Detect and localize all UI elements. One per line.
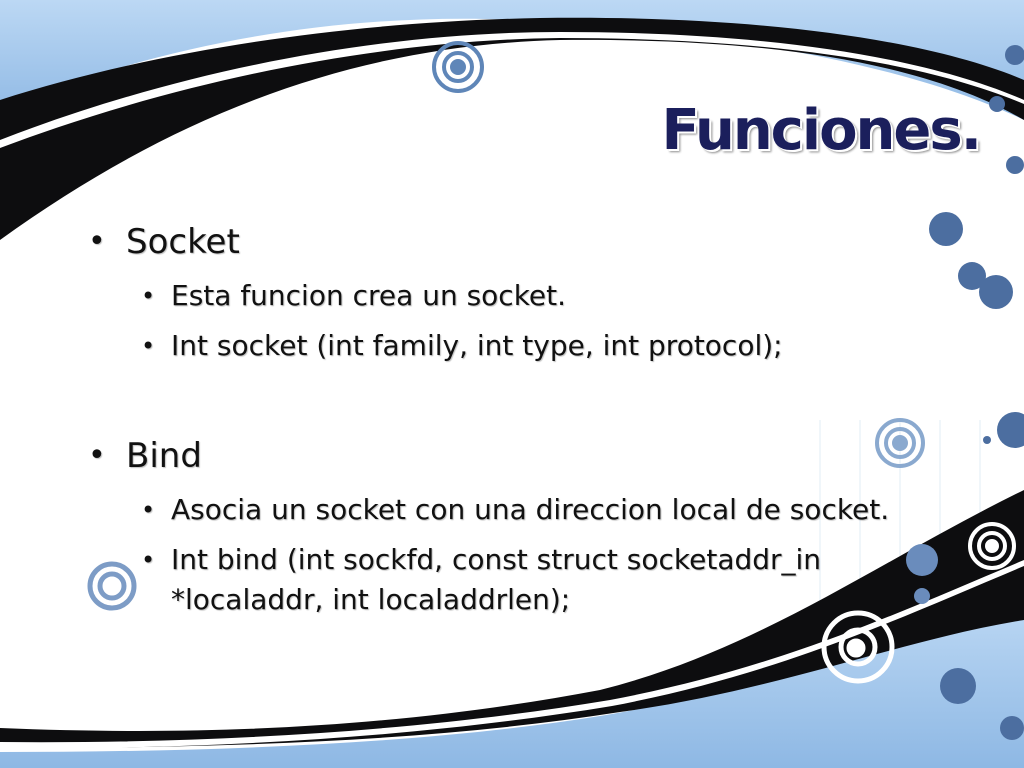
sub-bullet: • Int socket (int family, int type, int protocol); (171, 326, 783, 366)
bullet-socket: • Socket (126, 222, 240, 262)
sub-bullet-continuation: *localaddr, int localaddrlen); (171, 583, 571, 616)
sub-bullet: • Esta funcion crea un socket. (171, 276, 566, 316)
sub-bullet: • Asocia un socket con una direccion local de socket. (171, 490, 889, 530)
sub-bullet: • Int bind (int sockfd, const struct socketaddr_in (171, 540, 821, 580)
ring-icon (90, 564, 134, 608)
bullet-bind: • Bind (126, 436, 202, 476)
ring-icon (434, 43, 482, 91)
slide-title: Funciones. (661, 98, 980, 163)
